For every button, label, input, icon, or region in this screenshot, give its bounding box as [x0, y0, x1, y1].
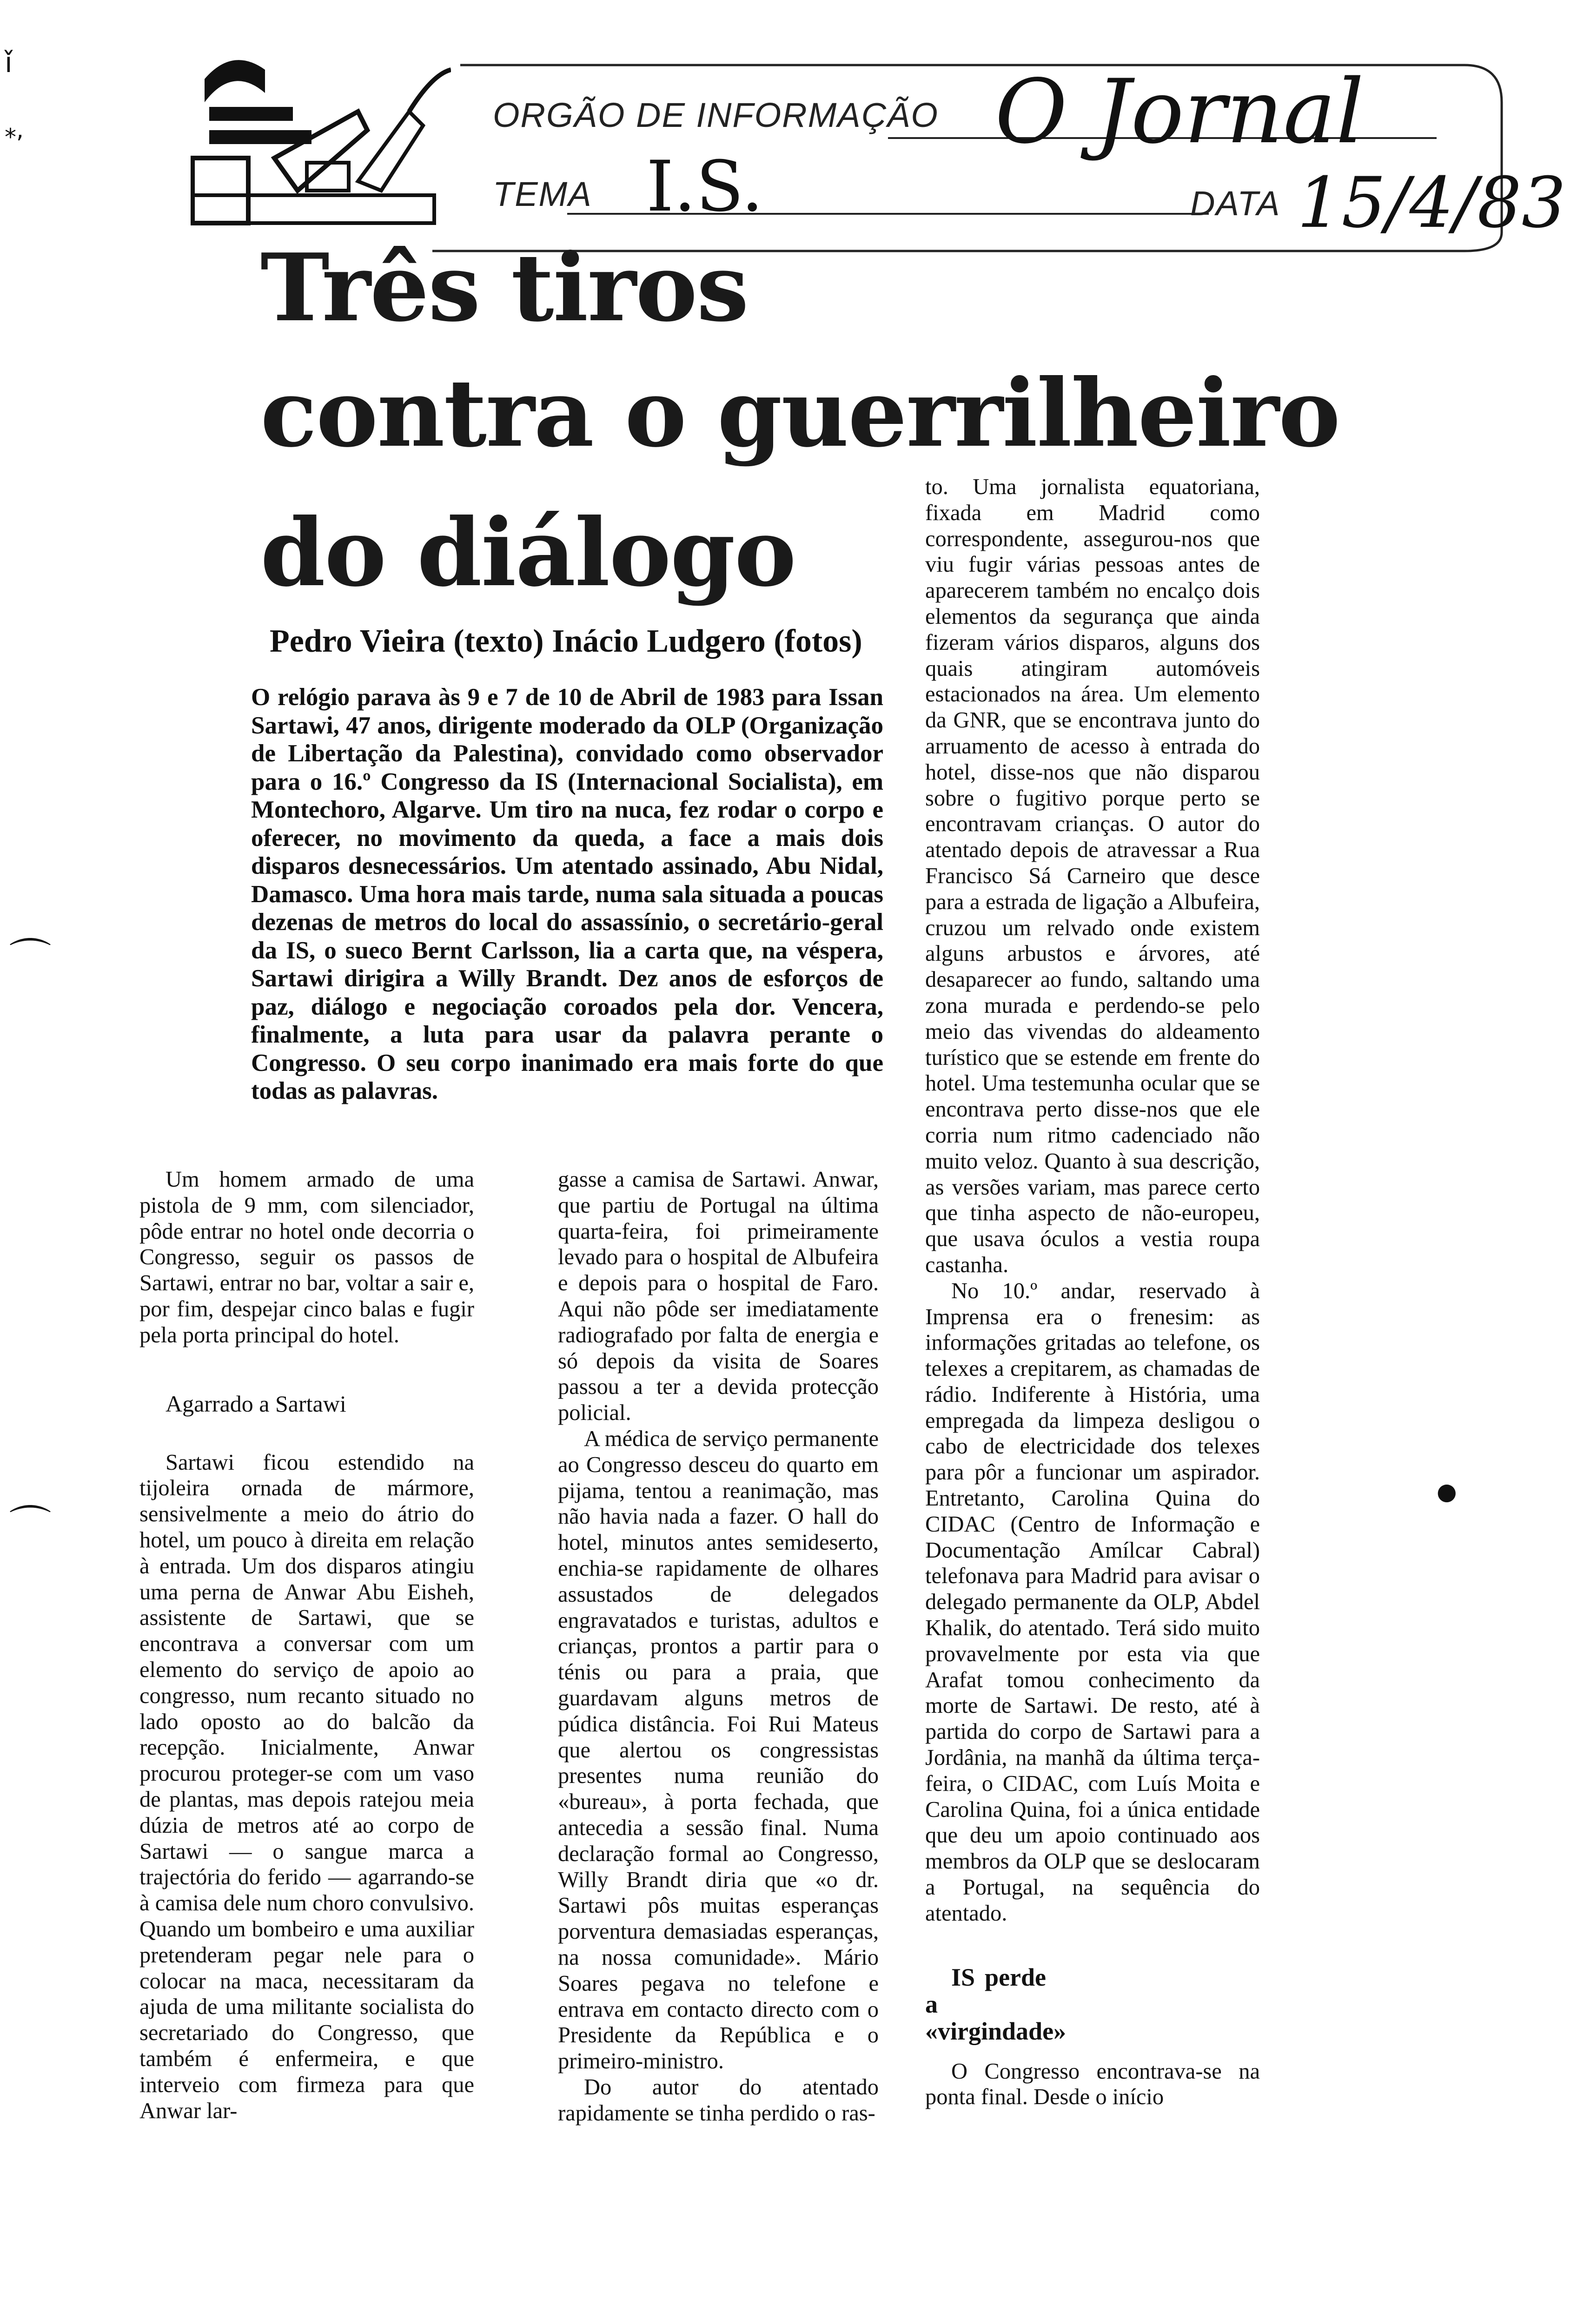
theme-value: I.S.	[646, 146, 764, 227]
byline: Pedro Vieira (texto) Inácio Ludgero (fotos)	[270, 623, 862, 659]
paragraph: Do autor do atentado rapidamente se tinha perdido o ras-	[558, 2074, 879, 2126]
date-label: DATA	[1190, 184, 1281, 223]
scan-mark: ●	[1437, 1478, 1457, 1505]
paragraph: to. Uma jornalista equatoriana, fixada em Madrid como correspondente, assegurou-nos que viu fugir várias pessoas antes de aparecerem também no encalço dois elementos da segurança que ainda fizeram vários disparos, alguns dos quais atingiram automóveis estacionados na área. Um elemento da GNR, que se encontrava junto do arruamento de acesso à entrada do hotel, disse-nos que não disparou sobre o fugitivo porque perto se encontravam crianças. O autor do atentado depois de atravessar a Rua Francisco Sá Carneiro que desce para a estrada de ligação a Albufeira, cruzou um relvado onde existem alguns arbustos e árvores, até desaparecer ao fundo, saltando uma zona murada e perdendo-se pelo meio das vivendas do aldeamento turístico que se estende em frente do hotel. Uma testemunha ocular que se encontrava perto disse-nos que ele corria num ritmo cadenciado não muito veloz. Quanto à sua descrição, as versões variam, mas parece certo que tinha aspecto de não-europeu, que usava óculos a vestia roupa castanha.	[925, 475, 1260, 1277]
paragraph: Um homem armado de uma pistola de 9 mm, com silenciador, pôde entrar no hotel onde decorria o Congresso, seguir os passos de Sartawi, entrar no bar, voltar a sair e, por fim, despejar cinco balas e fugir pela porta principal do hotel.	[139, 1167, 474, 1347]
headline-line-3: do diálogo	[260, 498, 795, 607]
subhead-is-perde: IS perde a «virgindade»	[925, 1963, 1067, 2045]
scan-mark: ǐ	[5, 46, 13, 79]
paragraph: No 10.º andar, reservado à Imprensa era o frenesim: as informações gritadas ao telefone, os telexes a crepitarem, as chamadas de rádio. Indiferente à História, uma empregada da limpeza desligou o cabo de electricidade dos telexes para pôr a funcionar um aspirador. Entretanto, Carolina Quina do CIDAC (Centro de Informação e Documentação Amílcar Cabral) telefonava para Madrid para avisar o delegado permanente da OLP, Abdel Khalik, do atentado. Terá sido muito provavelmente por esta via que Arafat tomou conhecimento da morte de Sartawi. De resto, até à partida do corpo de Sartawi para a Jordânia, na manhã da última terça-feira, o CIDAC, com Luís Moita e Carolina Quina, foi a única entidade que deu um apoio continuado aos membros da OLP que se deslocaram a Portugal, na sequência do atentado.	[925, 1278, 1260, 1926]
column-1	[139, 1167, 474, 2124]
column-3	[925, 474, 1260, 2110]
paragraph: gasse a camisa de Sartawi. Anwar, que partiu de Portugal na última quarta-feira, foi primeiramente levado para o hospital de Albufeira e depois para o hospital de Faro. Aqui não pôde ser imediatamente radiografado por falta de energia e só depois da visita de Soares passou a ter a devida protecção policial.	[558, 1167, 879, 1426]
clipping-header	[191, 51, 1566, 246]
column-2	[558, 1167, 879, 2126]
theme-label: TEMA	[493, 175, 592, 213]
scan-mark: ⌒	[9, 1502, 51, 1551]
lead-paragraph: O relógio parava às 9 e 7 de 10 de Abril de 1983 para Issan Sartawi, 47 anos, dirigente moderado da OLP (Organização de Libertação da Palestina), convidado como observador para o 16.º Congresso da IS (Internacional Socialista), em Montechoro, Algarve. Um tiro na nuca, fez rodar o corpo e oferecer, no movimento da queda, a face a mais dois disparos desnecessários. Um atentado assinado, Abu Nidal, Damasco. Uma hora mais tarde, numa sala situada a poucas dezenas de metros do local do assassínio, o secretário-geral da IS, o sueco Bernt Carlsson, lia a carta que, na véspera, Sartawi dirigira a Willy Brandt. Dez anos de esforços de paz, diálogo e negociação coroados pela dor. Vencera, finalmente, a luta para usar da palavra perante o Congresso. O seu corpo inanimado era mais forte do que todas as palavras.	[251, 684, 883, 1104]
paragraph: Sartawi ficou estendido na tijoleira ornada de mármore, sensivelmente a meio do átrio do hotel, um pouco à direita em relação à entrada. Um dos disparos atingiu uma perna de Anwar Abu Eisheh, assistente de Sartawi, que se encontrava a conversar com um elemento do serviço de apoio ao congresso, num recanto situado no lado oposto ao do balcão da recepção. Inicialmente, Anwar procurou proteger-se com um vaso de plantas, mas depois ratejou meia dúzia de metros até ao corpo de Sartawi — o sangue marca a trajectória do ferido — agarrando-se à camisa dele num choro convulsivo. Quando um bombeiro e uma auxiliar pretenderam pegar nele para o colocar na maca, necessitaram da ajuda de uma militante socialista do secretariado do Congresso, que também é enfermeira, e que interveio com firmeza para que Anwar lar-	[139, 1450, 474, 2123]
paragraph: A médica de serviço permanente ao Congresso desceu do quarto em pijama, tentou a reanimação, mas não havia nada a fazer. O hall do hotel, minutos antes semideserto, enchia-se rapidamente de olhares assustados de delegados engravatados e turistas, adultos e crianças, prontos a partir para o ténis ou para a praia, que guardavam alguns metros de púdica distância. Foi Rui Mateus que alertou os congressistas presentes numa reunião do «bureau», à porta fechada, que antecedia a sessão final. Numa declaração formal ao Congresso, Willy Brandt diria que «o dr. Sartawi pôs muitas esperanças porventura demasiadas esperanças, na nossa comunidade». Mário Soares pegava no telefone e entrava em contacto directo com o Presidente da República e o primeiro-ministro.	[558, 1426, 879, 2074]
subhead-agarrado: Agarrado a Sartawi	[166, 1390, 346, 1417]
paragraph: O Congresso encontrava-se na ponta final. Desde o início	[925, 2059, 1260, 2110]
headline-line-2: contra o guerrilheiro	[260, 359, 1340, 468]
organ-label: ORGÃO DE INFORMAÇÃO	[493, 96, 939, 134]
date-value: 15/4/83	[1297, 163, 1566, 244]
scan-mark: ⁎,	[5, 116, 24, 143]
headline-line-1: Três tiros	[260, 233, 748, 343]
organ-value: O Jornal	[995, 60, 1364, 163]
scan-mark: ⌒	[9, 935, 51, 984]
agency-logo	[191, 51, 451, 246]
